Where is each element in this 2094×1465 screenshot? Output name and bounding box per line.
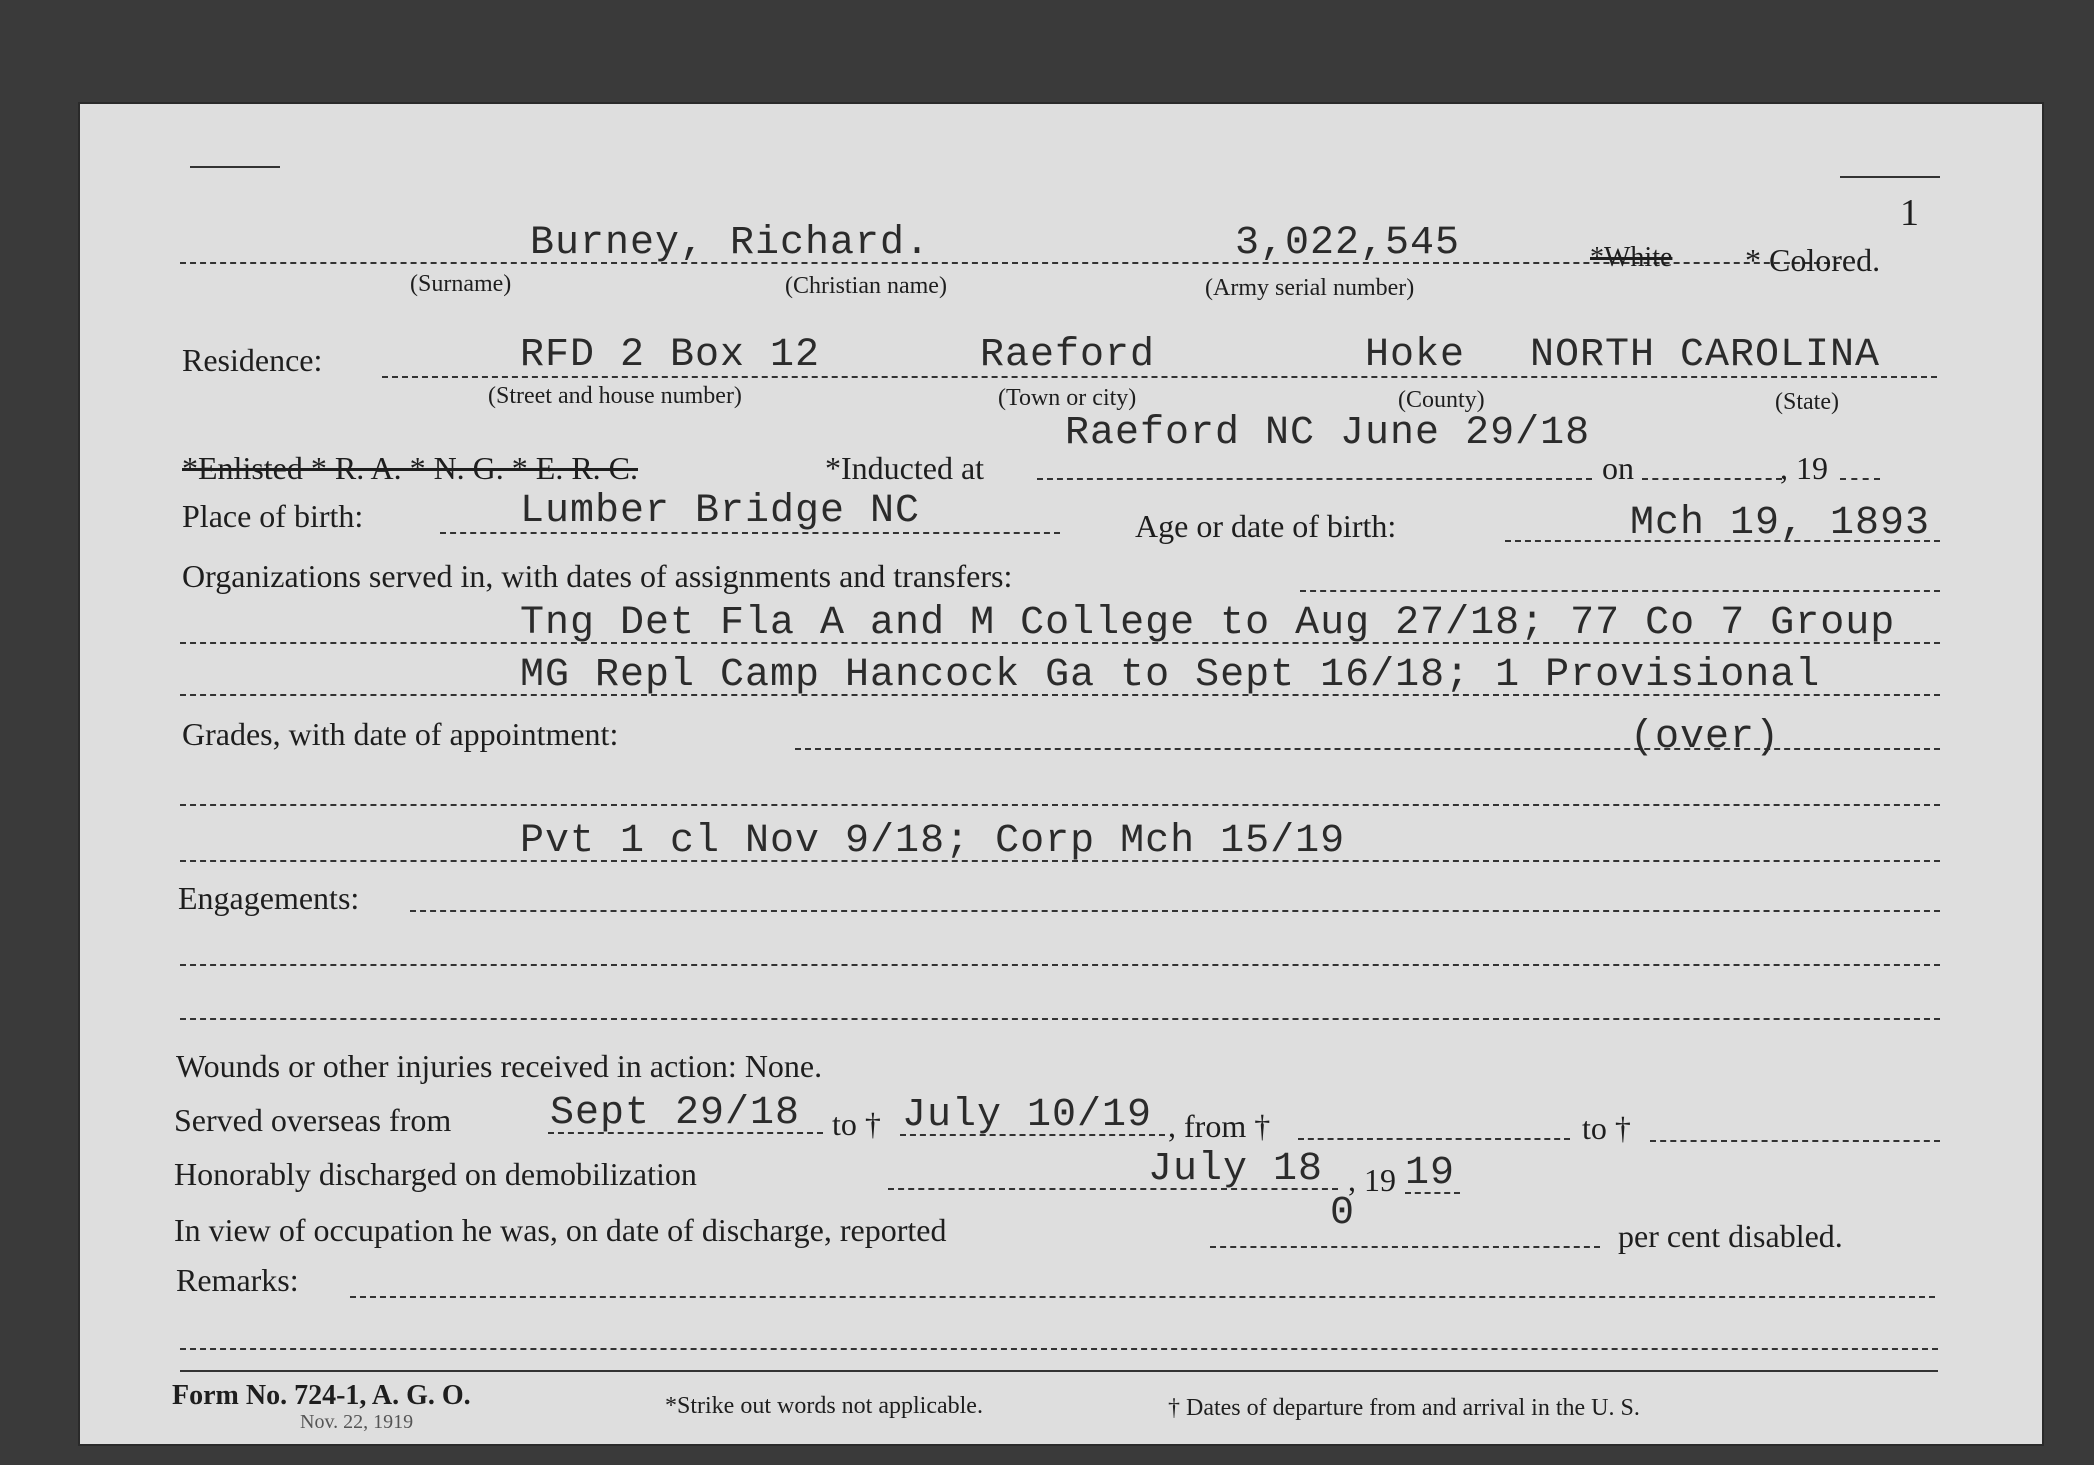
overseas-label: Served overseas from <box>174 1102 452 1138</box>
year-line <box>1840 478 1880 480</box>
overseas-from2-label: , from † <box>1168 1108 1271 1144</box>
year-19-label: , 19 <box>1780 450 1828 486</box>
remarks-line <box>350 1296 1935 1298</box>
serial-entry: 3,022,545 <box>1235 221 1461 266</box>
grades-entry: Pvt 1 cl Nov 9/18; Corp Mch 15/19 <box>520 819 1346 864</box>
discharge-year-line <box>1405 1192 1460 1194</box>
age-label: Age or date of birth: <box>1135 508 1397 544</box>
on-line <box>1642 478 1782 480</box>
county-entry: Hoke <box>1365 333 1466 378</box>
over-entry: (over) <box>1630 715 1781 760</box>
engagements-line-3 <box>180 1018 1940 1020</box>
top-right-rule <box>1840 176 1940 178</box>
county-caption: (County) <box>1398 387 1485 413</box>
discharge-year-prefix: , 19 <box>1348 1162 1396 1198</box>
on-label: on <box>1602 450 1634 486</box>
engagements-line-2 <box>180 964 1940 966</box>
overseas-to-label: to † <box>832 1106 881 1142</box>
footer-rule <box>180 1370 1938 1372</box>
engagements-label: Engagements: <box>178 880 360 916</box>
residence-label: Residence: <box>182 342 323 378</box>
overseas-to2-line <box>1650 1140 1940 1142</box>
birth-place-label: Place of birth: <box>182 498 364 534</box>
grades-label: Grades, with date of appointment: <box>182 716 619 752</box>
occupation-line <box>1210 1246 1600 1248</box>
street-entry: RFD 2 Box 12 <box>520 333 821 378</box>
form-date: Nov. 22, 1919 <box>300 1411 414 1433</box>
overseas-to2-label: to † <box>1582 1110 1631 1146</box>
enlisted-options: *Enlisted * R. A. * N. G. * E. R. C. <box>182 450 639 486</box>
card-number: 1 <box>1900 192 1919 234</box>
occupation-label: In view of occupation he was, on date of discharge, reported <box>174 1212 947 1248</box>
overseas-from2-line <box>1298 1138 1570 1140</box>
percent-entry: 0 <box>1330 1191 1356 1236</box>
organizations-line <box>1300 590 1940 592</box>
discharge-date-entry: July 18 <box>1148 1147 1324 1192</box>
christian-name-caption: (Christian name) <box>785 273 947 299</box>
strike-note: *Strike out words not applicable. <box>665 1393 983 1419</box>
discharge-year-entry: 19 <box>1405 1151 1456 1196</box>
discharged-label: Honorably discharged on demobilization <box>174 1156 697 1192</box>
serial-caption: (Army serial number) <box>1205 275 1415 301</box>
birth-date-entry: Mch 19, 1893 <box>1630 501 1931 546</box>
inducted-label: *Inducted at <box>825 450 985 486</box>
white-option: *White <box>1590 242 1673 273</box>
colored-option: * Colored. <box>1745 242 1881 278</box>
remarks-label: Remarks: <box>176 1262 299 1298</box>
form-number: Form No. 724-1, A. G. O. <box>172 1380 471 1411</box>
org-line-1-entry: Tng Det Fla A and M College to Aug 27/18; 77 Co 7 Group <box>520 601 1896 646</box>
wounds-label: Wounds or other injuries received in action: None. <box>176 1048 823 1084</box>
surname-caption: (Surname) <box>410 271 512 297</box>
name-entry: Burney, Richard. <box>530 221 931 266</box>
top-left-rule <box>190 166 280 168</box>
state-entry: NORTH CAROLINA <box>1530 333 1881 378</box>
induction-entry: Raeford NC June 29/18 <box>1065 411 1591 456</box>
remarks-line-2 <box>180 1348 1938 1350</box>
overseas-from-entry: Sept 29/18 <box>550 1091 801 1136</box>
town-entry: Raeford <box>980 333 1156 378</box>
inducted-line <box>1037 478 1592 480</box>
engagements-line <box>410 910 1940 912</box>
street-caption: (Street and house number) <box>488 383 742 409</box>
service-record-card <box>80 104 2042 1444</box>
birth-place-entry: Lumber Bridge NC <box>520 489 921 534</box>
org-line-2-entry: MG Repl Camp Hancock Ga to Sept 16/18; 1 Provisional <box>520 653 1821 698</box>
overseas-to-entry: July 10/19 <box>902 1093 1153 1138</box>
dates-note: † Dates of departure from and arrival in the U. S. <box>1168 1395 1640 1421</box>
grades-line-2 <box>180 804 1940 806</box>
disabled-label: per cent disabled. <box>1618 1218 1843 1254</box>
town-caption: (Town or city) <box>998 385 1137 411</box>
organizations-label: Organizations served in, with dates of assignments and transfers: <box>182 558 1013 594</box>
state-caption: (State) <box>1775 389 1839 415</box>
